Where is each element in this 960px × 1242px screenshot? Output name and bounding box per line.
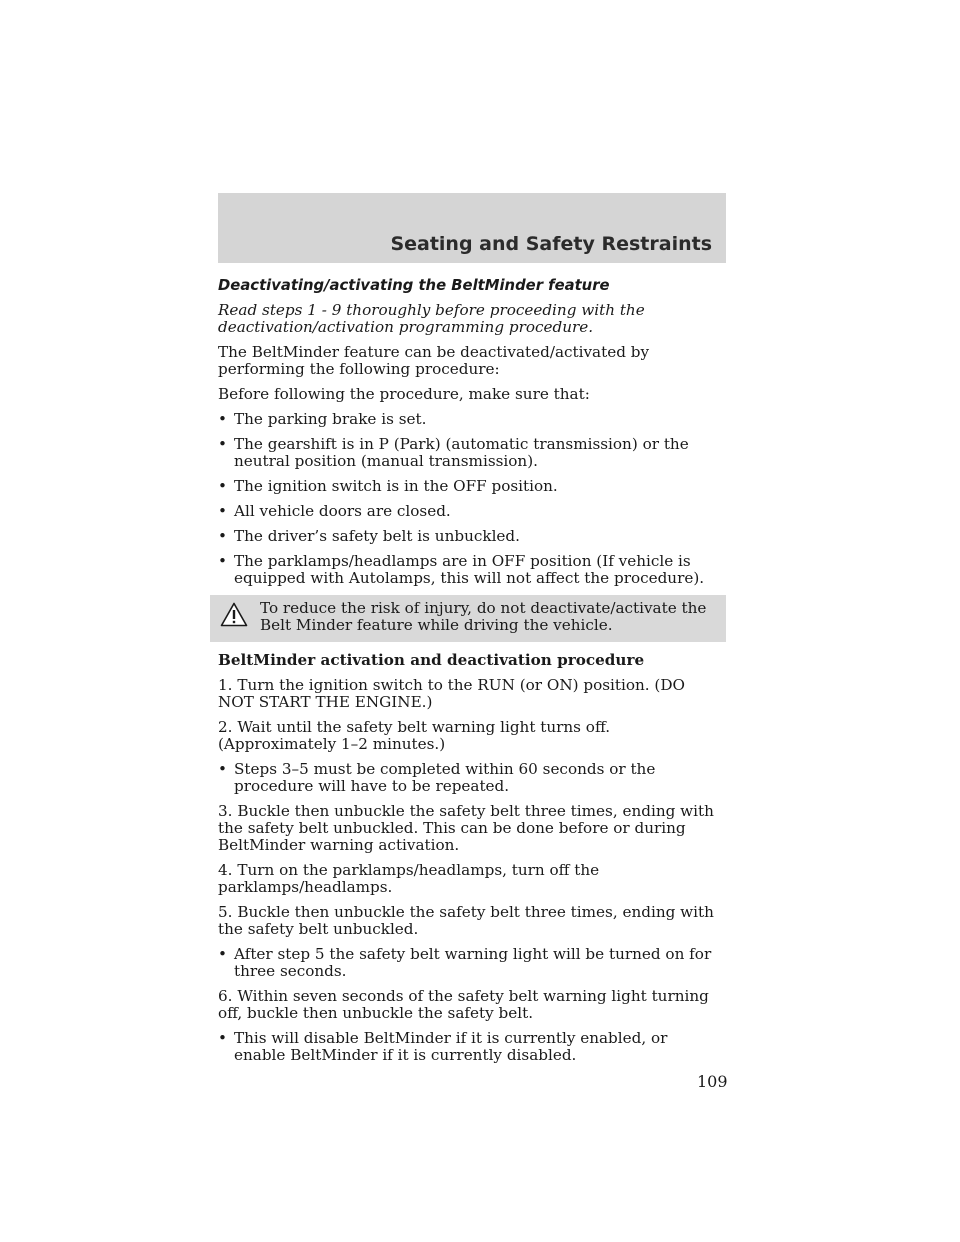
intro-note: Read steps 1 - 9 thoroughly before proceeding with the deactivation/activation programming procedure.: [218, 301, 645, 336]
bullet-dot: •: [218, 760, 227, 778]
section-header-band: [218, 193, 726, 263]
list-item: • This will disable BeltMinder if it is currently enabled, or enable BeltMinder if it is currently disabled.: [218, 1029, 668, 1064]
step-3: 3. Buckle then unbuckle the safety belt three times, ending with the safety belt unbuckled. This can be done before or during BeltMinder warning activation.: [218, 802, 714, 854]
procedure-heading: BeltMinder activation and deactivation procedure: [218, 651, 645, 669]
paragraph: Before following the procedure, make sure that:: [218, 385, 590, 403]
list-item: • Steps 3–5 must be completed within 60 seconds or the procedure will have to be repeated.: [218, 760, 656, 795]
list-item: • The driver’s safety belt is unbuckled.: [218, 527, 520, 545]
bullet-dot: •: [218, 435, 227, 453]
list-item: • All vehicle doors are closed.: [218, 502, 451, 520]
list-item: • The parking brake is set.: [218, 410, 427, 428]
step-4: 4. Turn on the parklamps/headlamps, turn off the parklamps/headlamps.: [218, 861, 600, 896]
paragraph: The BeltMinder feature can be deactivated/activated by performing the following procedure:: [218, 343, 650, 378]
step-1: 1. Turn the ignition switch to the RUN (or ON) position. (DO NOT START THE ENGINE.): [218, 676, 685, 711]
step-6: 6. Within seven seconds of the safety belt warning light turning off, buckle then unbuckle the safety belt.: [218, 987, 709, 1022]
list-item: • The ignition switch is in the OFF position.: [218, 477, 558, 495]
bullet-dot: •: [218, 527, 227, 545]
warning-triangle-icon: [220, 602, 248, 627]
step-5: 5. Buckle then unbuckle the safety belt three times, ending with the safety belt unbuckled.: [218, 903, 714, 938]
feature-heading: Deactivating/activating the BeltMinder feature: [218, 277, 610, 294]
warning-box: [210, 595, 726, 642]
bullet-dot: •: [218, 477, 227, 495]
list-item: • The gearshift is in P (Park) (automatic transmission) or the neutral position (manual transmission).: [218, 435, 689, 470]
page-number: 109: [697, 1072, 728, 1091]
bullet-dot: •: [218, 1029, 227, 1047]
warning-text: To reduce the risk of injury, do not deactivate/activate the Belt Minder feature while driving the vehicle.: [260, 599, 707, 634]
bullet-dot: •: [218, 945, 227, 963]
list-item: • After step 5 the safety belt warning light will be turned on for three seconds.: [218, 945, 712, 980]
precondition-list: [218, 411, 718, 587]
step-2: 2. Wait until the safety belt warning light turns off. (Approximately 1–2 minutes.): [218, 718, 611, 753]
page-content: [218, 277, 718, 1072]
bullet-dot: •: [218, 410, 227, 428]
bullet-dot: •: [218, 552, 227, 570]
bullet-dot: •: [218, 502, 227, 520]
list-item: • The parklamps/headlamps are in OFF position (If vehicle is equipped with Autolamps, this will not affect the procedure).: [218, 552, 705, 587]
section-title: Seating and Safety Restraints: [390, 233, 712, 255]
